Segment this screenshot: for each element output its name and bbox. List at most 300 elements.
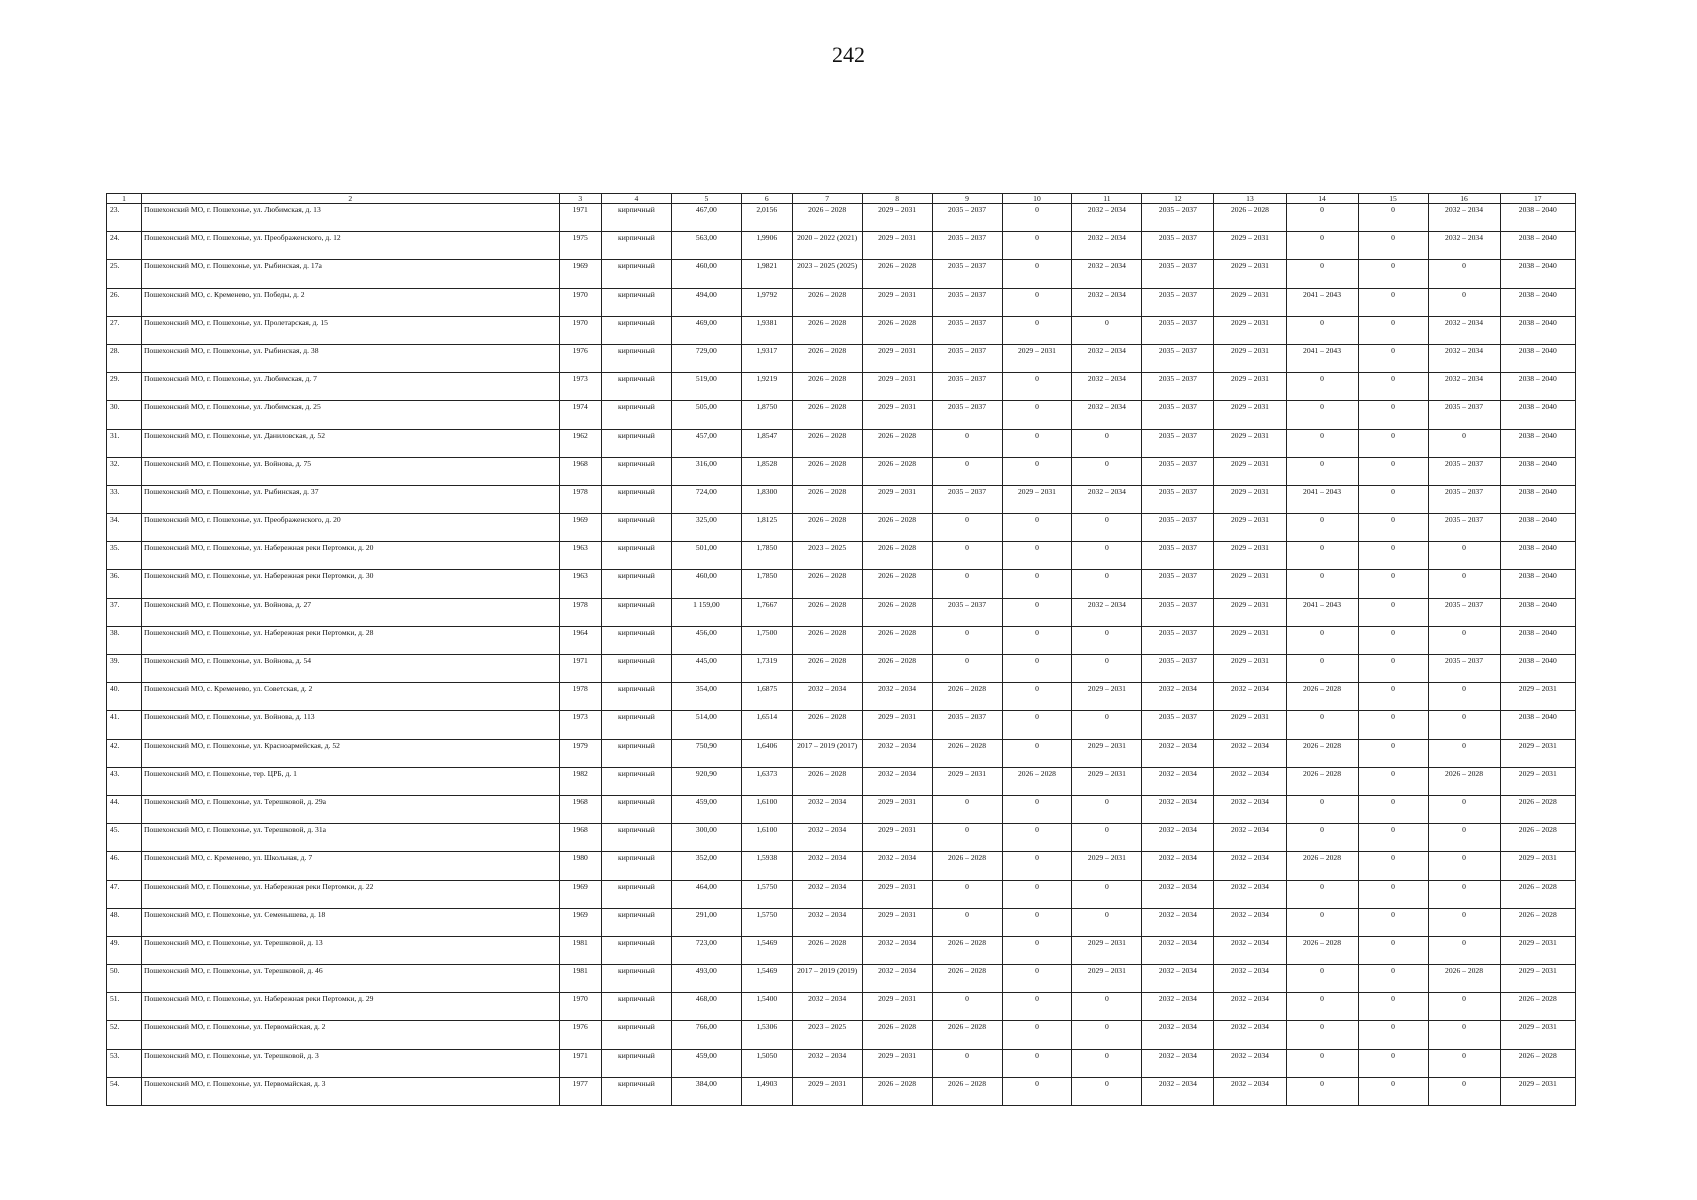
table-cell: 2029 – 2031	[1214, 373, 1286, 401]
table-cell: 2032 – 2034	[862, 965, 932, 993]
table-cell: 2029 – 2031	[1214, 429, 1286, 457]
row-number: 36.	[107, 570, 142, 598]
table-cell: 0	[1286, 542, 1358, 570]
table-cell: 519,00	[671, 373, 741, 401]
address-cell: Пошехонский МО, г. Пошехонье, ул. Даниловская, д. 52	[141, 429, 559, 457]
table-cell: 1971	[559, 204, 601, 232]
table-cell: 2029 – 2031	[862, 204, 932, 232]
column-header: 11	[1072, 194, 1142, 204]
table-cell: 2032 – 2034	[1428, 373, 1500, 401]
table-cell: 2035 – 2037	[932, 598, 1002, 626]
table-cell: 2029 – 2031	[862, 373, 932, 401]
table-cell: 2038 – 2040	[1500, 429, 1575, 457]
table-row	[107, 316, 1576, 344]
table-cell: 1,5306	[741, 1021, 792, 1049]
table-cell: 2029 – 2031	[1214, 655, 1286, 683]
table-cell: 2026 – 2028	[1428, 965, 1500, 993]
table-cell: 1,8750	[741, 401, 792, 429]
table-cell: 0	[1002, 795, 1072, 823]
table-cell: 2032 – 2034	[1142, 852, 1214, 880]
address-cell: Пошехонский МО, г. Пошехонье, ул. Набережная реки Пертомки, д. 30	[141, 570, 559, 598]
table-cell: 0	[1072, 570, 1142, 598]
table-cell: 0	[1358, 880, 1428, 908]
table-cell: 2032 – 2034	[1214, 1021, 1286, 1049]
table-cell: 2032 – 2034	[1214, 683, 1286, 711]
table-cell: 2026 – 2028	[1500, 1049, 1575, 1077]
table-cell: 459,00	[671, 795, 741, 823]
table-cell: 0	[1358, 316, 1428, 344]
table-cell: кирпичный	[601, 711, 671, 739]
table-cell: 0	[1358, 232, 1428, 260]
address-cell: Пошехонский МО, г. Пошехонье, ул. Семенышева, д. 18	[141, 908, 559, 936]
table-cell: 2029 – 2031	[862, 795, 932, 823]
table-cell: 1,6406	[741, 739, 792, 767]
table-cell: 2035 – 2037	[1142, 655, 1214, 683]
table-cell: 0	[1286, 908, 1358, 936]
table-cell: 0	[1286, 232, 1358, 260]
table-cell: 2041 – 2043	[1286, 598, 1358, 626]
table-cell: 467,00	[671, 204, 741, 232]
row-number: 23.	[107, 204, 142, 232]
table-cell: 2026 – 2028	[862, 626, 932, 654]
row-number: 51.	[107, 993, 142, 1021]
table-cell: 2032 – 2034	[862, 936, 932, 964]
table-cell: 2032 – 2034	[792, 993, 862, 1021]
table-cell: кирпичный	[601, 457, 671, 485]
table-cell: 0	[1428, 824, 1500, 852]
table-cell: 2038 – 2040	[1500, 260, 1575, 288]
table-cell: 1963	[559, 542, 601, 570]
table-cell: 750,90	[671, 739, 741, 767]
table-cell: 2035 – 2037	[1428, 401, 1500, 429]
table-cell: 920,90	[671, 767, 741, 795]
row-number: 43.	[107, 767, 142, 795]
table-cell: 2029 – 2031	[862, 908, 932, 936]
table-cell: 0	[1002, 316, 1072, 344]
table-cell: 0	[1428, 626, 1500, 654]
table-cell: 729,00	[671, 344, 741, 372]
table-cell: 2038 – 2040	[1500, 373, 1575, 401]
table-cell: 316,00	[671, 457, 741, 485]
table-cell: 2035 – 2037	[1142, 570, 1214, 598]
table-cell: 2029 – 2031	[1002, 485, 1072, 513]
table-cell: 2026 – 2028	[862, 316, 932, 344]
table-cell: 2032 – 2034	[1428, 204, 1500, 232]
column-header: 10	[1002, 194, 1072, 204]
table-cell: 1,7850	[741, 542, 792, 570]
table-cell: 2029 – 2031	[932, 767, 1002, 795]
table-cell: 1,7667	[741, 598, 792, 626]
row-number: 47.	[107, 880, 142, 908]
table-cell: 0	[1002, 711, 1072, 739]
table-cell: 469,00	[671, 316, 741, 344]
table-cell: 2035 – 2037	[932, 260, 1002, 288]
table-cell: 2029 – 2031	[1072, 852, 1142, 880]
row-number: 53.	[107, 1049, 142, 1077]
table-cell: 1,5050	[741, 1049, 792, 1077]
table-cell: кирпичный	[601, 655, 671, 683]
table-row	[107, 542, 1576, 570]
table-cell: 0	[1428, 936, 1500, 964]
table-cell: 1971	[559, 1049, 601, 1077]
table-cell: 2026 – 2028	[862, 1021, 932, 1049]
table-cell: 2026 – 2028	[792, 570, 862, 598]
table-cell: 2032 – 2034	[1072, 373, 1142, 401]
address-cell: Пошехонский МО, г. Пошехонье, ул. Набережная реки Пертомки, д. 29	[141, 993, 559, 1021]
table-cell: 2029 – 2031	[1072, 767, 1142, 795]
table-cell: 2032 – 2034	[1142, 1049, 1214, 1077]
table-cell: 2029 – 2031	[1500, 1021, 1575, 1049]
table-cell: 2032 – 2034	[1072, 485, 1142, 513]
table-cell: 0	[1358, 401, 1428, 429]
table-cell: 1,9381	[741, 316, 792, 344]
table-cell: кирпичный	[601, 626, 671, 654]
table-cell: 2029 – 2031	[1500, 683, 1575, 711]
table-cell: 0	[1358, 626, 1428, 654]
table-cell: 0	[1002, 288, 1072, 316]
table-cell: 1970	[559, 316, 601, 344]
table-cell: 2032 – 2034	[1142, 795, 1214, 823]
table-cell: 2026 – 2028	[932, 936, 1002, 964]
table-cell: 0	[1002, 542, 1072, 570]
row-number: 48.	[107, 908, 142, 936]
table-cell: 2029 – 2031	[1500, 965, 1575, 993]
column-header: 9	[932, 194, 1002, 204]
table-cell: 0	[1002, 908, 1072, 936]
table-cell: кирпичный	[601, 598, 671, 626]
table-cell: 0	[1286, 795, 1358, 823]
table-cell: 0	[1358, 457, 1428, 485]
table-cell: 0	[1002, 1077, 1072, 1105]
table-cell: 0	[1428, 542, 1500, 570]
table-cell: 1969	[559, 514, 601, 542]
table-cell: 0	[932, 457, 1002, 485]
table-cell: 2035 – 2037	[932, 204, 1002, 232]
table-cell: 2038 – 2040	[1500, 542, 1575, 570]
table-cell: 2038 – 2040	[1500, 485, 1575, 513]
address-cell: Пошехонский МО, г. Пошехонье, ул. Терешковой, д. 3	[141, 1049, 559, 1077]
table-cell: 2032 – 2034	[1072, 232, 1142, 260]
table-cell: кирпичный	[601, 1049, 671, 1077]
table-cell: 0	[1358, 542, 1428, 570]
table-cell: 2032 – 2034	[1072, 204, 1142, 232]
table-cell: 2035 – 2037	[1428, 514, 1500, 542]
table-cell: 1970	[559, 288, 601, 316]
table-cell: 0	[1358, 288, 1428, 316]
table-cell: 2038 – 2040	[1500, 344, 1575, 372]
table-cell: 0	[1002, 598, 1072, 626]
table-cell: 0	[1428, 1077, 1500, 1105]
table-cell: 2026 – 2028	[1286, 683, 1358, 711]
table-cell: 0	[1002, 880, 1072, 908]
table-cell: 1,5469	[741, 965, 792, 993]
table-cell: 2023 – 2025 (2025)	[792, 260, 862, 288]
table-cell: 2029 – 2031	[862, 401, 932, 429]
address-cell: Пошехонский МО, г. Пошехонье, ул. Терешковой, д. 13	[141, 936, 559, 964]
table-cell: кирпичный	[601, 852, 671, 880]
table-cell: 0	[1002, 373, 1072, 401]
table-cell: 0	[1428, 908, 1500, 936]
table-cell: кирпичный	[601, 542, 671, 570]
table-cell: 0	[932, 880, 1002, 908]
table-cell: кирпичный	[601, 1021, 671, 1049]
table-cell: 723,00	[671, 936, 741, 964]
table-cell: 2026 – 2028	[1500, 824, 1575, 852]
table-cell: 2035 – 2037	[1142, 514, 1214, 542]
table-cell: 2026 – 2028	[932, 1077, 1002, 1105]
table-cell: кирпичный	[601, 232, 671, 260]
table-cell: кирпичный	[601, 373, 671, 401]
table-cell: 445,00	[671, 655, 741, 683]
table-cell: 0	[1072, 908, 1142, 936]
table-cell: 0	[1072, 626, 1142, 654]
table-cell: 2035 – 2037	[1142, 485, 1214, 513]
table-cell: 1978	[559, 598, 601, 626]
table-cell: 1,5750	[741, 880, 792, 908]
table-cell: 456,00	[671, 626, 741, 654]
table-row	[107, 514, 1576, 542]
table-cell: 0	[1286, 401, 1358, 429]
address-cell: Пошехонский МО, г. Пошехонье, ул. Набережная реки Пертомки, д. 20	[141, 542, 559, 570]
table-cell: 0	[1002, 429, 1072, 457]
table-cell: 0	[1002, 570, 1072, 598]
table-cell: 505,00	[671, 401, 741, 429]
table-cell: 2029 – 2031	[862, 344, 932, 372]
table-cell: 0	[1002, 936, 1072, 964]
table-cell: 514,00	[671, 711, 741, 739]
table-cell: 325,00	[671, 514, 741, 542]
table-cell: 1969	[559, 908, 601, 936]
address-cell: Пошехонский МО, г. Пошехонье, ул. Красноармейская, д. 52	[141, 739, 559, 767]
table-row	[107, 683, 1576, 711]
table-cell: 2026 – 2028	[932, 1021, 1002, 1049]
table-cell: 2026 – 2028	[862, 429, 932, 457]
table-cell: 2026 – 2028	[1428, 767, 1500, 795]
table-cell: 0	[1286, 316, 1358, 344]
table-cell: 2038 – 2040	[1500, 570, 1575, 598]
address-cell: Пошехонский МО, г. Пошехонье, ул. Рыбинская, д. 37	[141, 485, 559, 513]
table-cell: 2017 – 2019 (2019)	[792, 965, 862, 993]
schedule-table	[106, 193, 1576, 1106]
row-number: 34.	[107, 514, 142, 542]
table-cell: 1980	[559, 852, 601, 880]
table-cell: 2026 – 2028	[1500, 795, 1575, 823]
table-cell: 1970	[559, 993, 601, 1021]
table-row	[107, 711, 1576, 739]
table-cell: 2032 – 2034	[1214, 965, 1286, 993]
row-number: 28.	[107, 344, 142, 372]
table-cell: 2026 – 2028	[792, 401, 862, 429]
column-header: 3	[559, 194, 601, 204]
table-cell: 352,00	[671, 852, 741, 880]
table-cell: кирпичный	[601, 683, 671, 711]
table-cell: 2035 – 2037	[932, 373, 1002, 401]
table-cell: 0	[1428, 880, 1500, 908]
table-cell: 0	[1072, 1021, 1142, 1049]
table-cell: 2029 – 2031	[862, 880, 932, 908]
table-cell: 0	[1358, 598, 1428, 626]
table-row	[107, 655, 1576, 683]
table-cell: 2029 – 2031	[1214, 570, 1286, 598]
table-cell: 0	[1358, 260, 1428, 288]
table-cell: 2029 – 2031	[792, 1077, 862, 1105]
address-cell: Пошехонский МО, г. Пошехонье, ул. Преображенского, д. 20	[141, 514, 559, 542]
table-cell: 2032 – 2034	[1142, 908, 1214, 936]
table-cell: 2035 – 2037	[1142, 344, 1214, 372]
table-cell: 2026 – 2028	[1286, 767, 1358, 795]
table-row	[107, 936, 1576, 964]
row-number: 45.	[107, 824, 142, 852]
address-cell: Пошехонский МО, г. Пошехонье, ул. Рыбинская, д. 17а	[141, 260, 559, 288]
table-cell: 2032 – 2034	[1214, 936, 1286, 964]
row-number: 54.	[107, 1077, 142, 1105]
table-cell: 2032 – 2034	[1142, 1021, 1214, 1049]
table-cell: 2032 – 2034	[1142, 767, 1214, 795]
table-cell: 1,8125	[741, 514, 792, 542]
row-number: 52.	[107, 1021, 142, 1049]
table-cell: 1978	[559, 485, 601, 513]
table-cell: кирпичный	[601, 1077, 671, 1105]
table-cell: 2035 – 2037	[1142, 260, 1214, 288]
row-number: 27.	[107, 316, 142, 344]
table-cell: 0	[1002, 852, 1072, 880]
table-cell: 0	[1358, 852, 1428, 880]
table-cell: 1,7850	[741, 570, 792, 598]
column-header: 14	[1286, 194, 1358, 204]
table-cell: 1977	[559, 1077, 601, 1105]
table-row	[107, 288, 1576, 316]
address-cell: Пошехонский МО, г. Пошехонье, ул. Любимская, д. 25	[141, 401, 559, 429]
table-cell: 459,00	[671, 1049, 741, 1077]
table-cell: 2035 – 2037	[1142, 204, 1214, 232]
table-cell: 0	[1072, 711, 1142, 739]
address-cell: Пошехонский МО, г. Пошехонье, ул. Любимская, д. 7	[141, 373, 559, 401]
table-cell: 0	[1358, 514, 1428, 542]
table-cell: 0	[1286, 1077, 1358, 1105]
table-cell: 0	[1286, 514, 1358, 542]
table-cell: 2032 – 2034	[1142, 936, 1214, 964]
table-cell: 0	[1072, 655, 1142, 683]
table-cell: 2038 – 2040	[1500, 204, 1575, 232]
table-cell: 2029 – 2031	[862, 993, 932, 1021]
table-cell: 2038 – 2040	[1500, 232, 1575, 260]
table-cell: 2023 – 2025	[792, 542, 862, 570]
table-row	[107, 401, 1576, 429]
table-cell: 0	[932, 655, 1002, 683]
table-cell: 2026 – 2028	[1214, 204, 1286, 232]
row-number: 40.	[107, 683, 142, 711]
table-cell: 1,6100	[741, 824, 792, 852]
table-cell: 0	[1358, 683, 1428, 711]
table-cell: 0	[1002, 1021, 1072, 1049]
table-cell: кирпичный	[601, 965, 671, 993]
table-cell: 0	[1072, 1049, 1142, 1077]
table-cell: кирпичный	[601, 485, 671, 513]
table-cell: 1,9219	[741, 373, 792, 401]
table-cell: 2029 – 2031	[1214, 485, 1286, 513]
table-cell: 2026 – 2028	[862, 570, 932, 598]
table-cell: 2032 – 2034	[792, 908, 862, 936]
table-row	[107, 908, 1576, 936]
table-cell: кирпичный	[601, 824, 671, 852]
table-cell: 291,00	[671, 908, 741, 936]
table-cell: 2032 – 2034	[1142, 824, 1214, 852]
table-cell: 1 159,00	[671, 598, 741, 626]
table-cell: 2032 – 2034	[792, 824, 862, 852]
table-cell: 460,00	[671, 570, 741, 598]
table-cell: 2029 – 2031	[1214, 316, 1286, 344]
table-cell: кирпичный	[601, 429, 671, 457]
table-cell: 2029 – 2031	[1500, 739, 1575, 767]
row-number: 35.	[107, 542, 142, 570]
table-cell: 2029 – 2031	[1500, 767, 1575, 795]
table-cell: 2032 – 2034	[862, 739, 932, 767]
table-cell: 0	[1286, 1049, 1358, 1077]
table-cell: 2032 – 2034	[1214, 880, 1286, 908]
page-number: 242	[832, 42, 865, 67]
table-cell: 2035 – 2037	[932, 232, 1002, 260]
table-cell: 2041 – 2043	[1286, 344, 1358, 372]
table-cell: 2032 – 2034	[1142, 965, 1214, 993]
table-cell: 2026 – 2028	[1286, 852, 1358, 880]
table-cell: 2029 – 2031	[1072, 739, 1142, 767]
table-cell: 2035 – 2037	[1142, 626, 1214, 654]
table-cell: 2026 – 2028	[792, 936, 862, 964]
table-cell: 0	[1358, 655, 1428, 683]
table-cell: кирпичный	[601, 936, 671, 964]
table-row	[107, 1077, 1576, 1105]
row-number: 30.	[107, 401, 142, 429]
table-cell: 2032 – 2034	[1072, 344, 1142, 372]
table-cell: 1,4903	[741, 1077, 792, 1105]
table-cell: 2035 – 2037	[1142, 711, 1214, 739]
table-body	[107, 204, 1576, 1106]
table-cell: 2029 – 2031	[862, 288, 932, 316]
table-cell: 2032 – 2034	[792, 880, 862, 908]
table-row	[107, 570, 1576, 598]
table-cell: 2026 – 2028	[932, 852, 1002, 880]
table-cell: 2029 – 2031	[1002, 344, 1072, 372]
table-cell: 2026 – 2028	[792, 485, 862, 513]
address-cell: Пошехонский МО, г. Пошехонье, ул. Пролетарская, д. 15	[141, 316, 559, 344]
table-cell: 0	[1428, 683, 1500, 711]
table-cell: 2026 – 2028	[1286, 739, 1358, 767]
table-cell: 2032 – 2034	[1214, 993, 1286, 1021]
address-cell: Пошехонский МО, г. Пошехонье, ул. Набережная реки Пертомки, д. 22	[141, 880, 559, 908]
table-cell: 2020 – 2022 (2021)	[792, 232, 862, 260]
table-cell: 2032 – 2034	[1072, 401, 1142, 429]
table-cell: 2035 – 2037	[1142, 542, 1214, 570]
table-cell: 0	[1358, 965, 1428, 993]
table-cell: 0	[1002, 739, 1072, 767]
table-cell: 0	[932, 626, 1002, 654]
address-cell: Пошехонский МО, с. Кременево, ул. Победы, д. 2	[141, 288, 559, 316]
table-cell: 0	[1358, 204, 1428, 232]
table-cell: 2029 – 2031	[1214, 626, 1286, 654]
table-row	[107, 485, 1576, 513]
table-cell: 2032 – 2034	[1428, 316, 1500, 344]
table-row	[107, 457, 1576, 485]
table-cell: 354,00	[671, 683, 741, 711]
table-cell: 1,9792	[741, 288, 792, 316]
table-cell: 2035 – 2037	[932, 711, 1002, 739]
table-cell: 2026 – 2028	[1002, 767, 1072, 795]
table-cell: 2035 – 2037	[932, 401, 1002, 429]
row-number: 39.	[107, 655, 142, 683]
table-cell: 2035 – 2037	[1428, 598, 1500, 626]
table-cell: 0	[1286, 626, 1358, 654]
table-cell: 0	[1428, 711, 1500, 739]
